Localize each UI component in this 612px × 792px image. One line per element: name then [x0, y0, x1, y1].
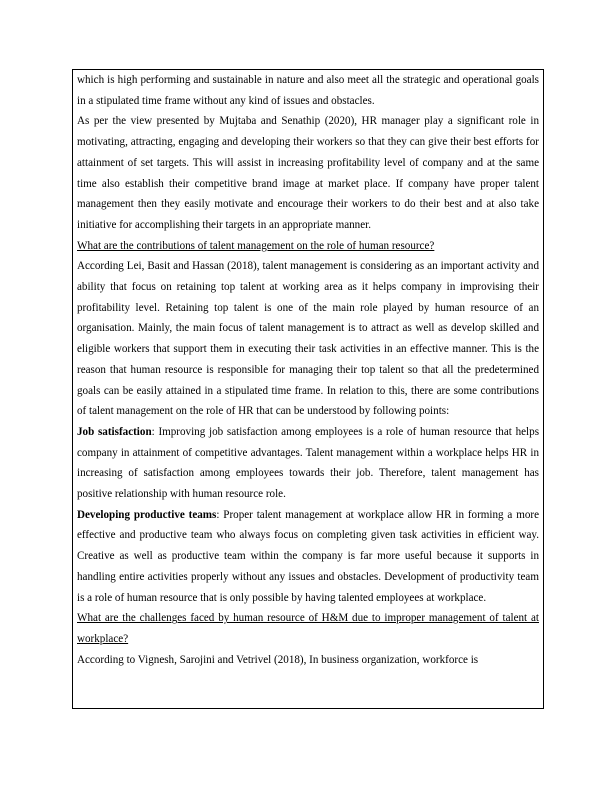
- paragraph-workforce: According to Vignesh, Sarojini and Vetrivel (2018), In business organization, workforce is: [77, 653, 479, 666]
- section-heading-contributions: What are the contributions of talent management on the role of human resource?: [77, 239, 435, 252]
- section-heading-challenges: What are the challenges faced by human resource of H&M due to improper management of talent at workplace?: [77, 612, 539, 645]
- paragraph-hr-manager-role: As per the view presented by Mujtaba and Senathip (2020), HR manager play a significant role in motivating, attracting, engaging and developing their workers so that they can give their best efforts for attainment of set targets. This will assist in increasing profitability level of company and at the same time also establish their competitive brand image at market place. If company have proper talent management then they easily motivate and encourage their workers to do their best and at also take initiative for accomplishing their targets in an appropriate manner.: [77, 115, 539, 231]
- paragraph-productive-teams: [77, 505, 539, 609]
- paragraph-talent-management: According Lei, Basit and Hassan (2018), talent management is considering as an important activity and ability that focus on retaining top talent at working area as it helps company in improvising their profitability level. Retaining top talent is one of the main role played by human resource of an organisation. Mainly, the main focus of talent management is to attract as well as develop skilled and eligible workers that support them in executing their task activities in an effective manner. This is the reason that human resource is responsible for managing their top talent so that all the predetermined goals can be easily attained in a stipulated time frame. In relation to this, there are some contributions of talent management on the role of HR that can be understood by following points:: [77, 260, 539, 418]
- productive-teams-label: Developing productive teams: [77, 508, 217, 521]
- job-satisfaction-text: : Improving job satisfaction among employees is a role of human resource that helps company in attainment of competitive advantages. Talent management within a workplace helps HR in increasing of satisfaction among employees towards their job. Therefore, talent management has positive relationship with human resource role.: [77, 425, 540, 501]
- paragraph-job-satisfaction: [77, 422, 539, 505]
- productive-teams-text: : Proper talent management at workplace allow HR in forming a more effective and productive team who always focus on completing given task activities in efficient way. Creative as well as productive team within the company is far more useful because it supports in handling entire activities properly without any issues and obstacles. Development of productivity team is a role of human resource that is only possible by having talented employees at workplace.: [77, 508, 539, 604]
- text-frame: [72, 69, 544, 709]
- paragraph-intro-continuation: which is high performing and sustainable in nature and also meet all the strategic and operational goals in a stipulated time frame without any kind of issues and obstacles.: [77, 74, 539, 107]
- job-satisfaction-label: Job satisfaction: [77, 425, 152, 438]
